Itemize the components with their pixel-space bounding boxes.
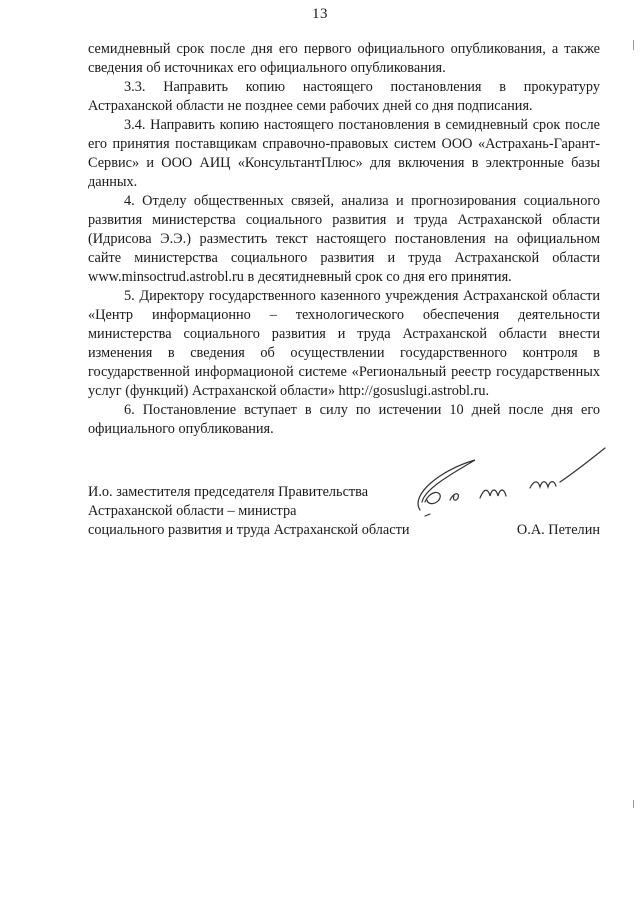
paragraph-continuation: семидневный срок после дня его первого официального опубликования, а также сведения об источниках его официального опубликования. (88, 41, 600, 76)
paragraph-6: 6. Постановление вступает в силу по истечении 10 дней после дня его официального опубликования. (88, 402, 600, 437)
signatory-position-line-1: И.о. заместителя председателя Правительства (88, 484, 369, 500)
margin-mark (633, 800, 634, 808)
margin-mark (633, 40, 634, 50)
paragraph-3-4: 3.4. Направить копию настоящего постановления в семидневный срок после его принятия поставщикам справочно-правовых систем ООО «Астрахань-Гарант-Сервис» и ООО АИЦ «КонсультантПлюс» для включения в электронные базы данных. (88, 117, 600, 190)
paragraph-4: 4. Отделу общественных связей, анализа и прогнозирования социального развития министерства социального развития и труда Астраханской области (Идрисова Э.Э.) разместить текст настоящего постановления на официальном сайте министерства социального развития и труда Астраханской области www.minsoctrud.astrobl.ru в десятидневный срок со дня его принятия. (88, 193, 600, 285)
paragraph-5: 5. Директору государственного казенного учреждения Астраханской области «Центр информационно – технологического обеспечения деятельности министерства социального развития и труда Астраханской области внести изменения в сведения об осуществлении государственного контроля в государственной информационой системе «Региональный реестр государственных услуг (функций) Астраханской области» http://gosuslugi.astrobl.ru. (88, 288, 600, 399)
signatory-position-line-2: Астраханской области – министра (88, 503, 297, 519)
document-body (88, 40, 600, 439)
signature-block (88, 483, 600, 540)
page-number: 13 (312, 6, 328, 22)
signatory-position-line-3: социального развития и труда Астраханской области (88, 522, 410, 538)
signatory-name: О.А. Петелин (516, 522, 600, 538)
paragraph-3-3: 3.3. Направить копию настоящего постановления в прокуратуру Астраханской области не позднее семи рабочих дней со дня подписания. (88, 79, 600, 114)
